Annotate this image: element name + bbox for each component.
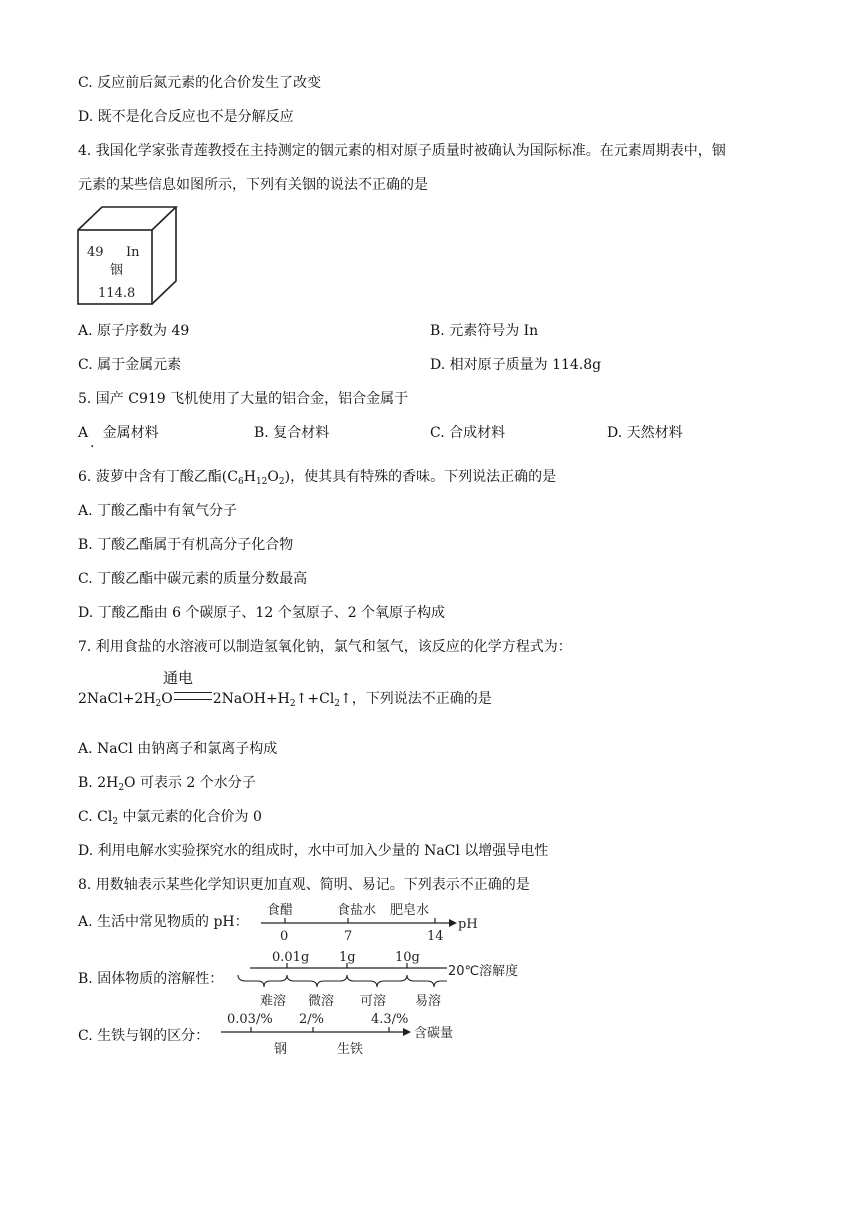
q4-option-d: D. 相对原子质量为 114.8g	[430, 357, 602, 373]
q6-option-a: A. 丁酸乙酯中有氧气分子	[78, 503, 238, 519]
q8-option-c-label: C. 生铁与钢的区分：	[78, 1028, 210, 1044]
q7-equals-sign	[174, 692, 212, 700]
q7-stem: 7. 利用食盐的水溶液可以制造氢氧化钠，氯气和氢气，该反应的化学方程式为：	[78, 639, 572, 655]
ph-axis-arrowhead	[449, 919, 457, 927]
carbon-top-003: 0.03/%	[227, 1012, 273, 1027]
carbon-bottom-pig-iron: 生铁	[337, 1042, 364, 1057]
solubility-top-001g: 0.01g	[272, 950, 310, 965]
q3-option-d: D. 既不是化合反应也不是分解反应	[78, 109, 294, 125]
q4-stem-line1: 4. 我国化学家张青莲教授在主持测定的铟元素的相对原子质量时被确认为国际标准。在元素周期表中，铟	[78, 143, 726, 159]
ph-top-vinegar: 食醋	[267, 903, 294, 918]
solubility-top-10g: 10g	[395, 950, 420, 965]
q6-stem	[78, 467, 556, 487]
q5-option-a-letter: A	[78, 425, 89, 441]
q6-sub-h: 12	[255, 477, 268, 487]
q5-option-b: B. 复合材料	[254, 425, 330, 441]
ph-bottom-7: 7	[344, 929, 353, 944]
q7-equation	[78, 689, 492, 709]
ph-bottom-14: 14	[427, 929, 444, 944]
q4-option-a: A. 原子序数为 49	[78, 323, 190, 339]
ph-top-soapwater: 肥皂水	[390, 903, 430, 918]
carbon-top-2: 2/%	[299, 1012, 325, 1027]
ph-bottom-0: 0	[280, 929, 289, 944]
q7-rhs-sub1: 2	[289, 699, 296, 709]
q4-option-b: B. 元素符号为 In	[430, 323, 539, 339]
carbon-unit: 含碳量	[414, 1026, 454, 1041]
q5-option-c: C. 合成材料	[430, 425, 506, 441]
q4-stem-line2: 元素的某些信息如图所示，下列有关铟的说法不正确的是	[78, 177, 428, 193]
q8-stem: 8. 用数轴表示某些化学知识更加直观、简明、易记。下列表示不正确的是	[78, 877, 530, 893]
q7-option-c-post: 中氯元素的化合价为 0	[118, 809, 262, 825]
q5-option-a	[78, 423, 159, 451]
element-card-top	[78, 207, 176, 230]
q7-rhs: 2NaOH+H	[212, 691, 290, 707]
q7-option-c	[78, 807, 262, 827]
q6-stem-pre: 6. 菠萝中含有丁酸乙酯(C	[78, 469, 238, 485]
element-card-figure	[74, 204, 180, 308]
solubility-bottom-soluble: 可溶	[360, 994, 387, 1009]
carbon-bottom-steel: 钢	[274, 1042, 288, 1057]
element-atomic-number: 49	[87, 245, 104, 260]
q5-option-a-text: 金属材料	[102, 425, 159, 441]
q5-option-d: D. 天然材料	[607, 425, 683, 441]
brace-insoluble	[238, 975, 287, 987]
q4-option-c: C. 属于金属元素	[78, 357, 182, 373]
q7-option-b-post: O 可表示 2 个水分子	[124, 775, 256, 791]
solubility-bottom-insoluble: 难溶	[260, 994, 287, 1009]
carbon-number-line	[215, 1009, 475, 1061]
q8-option-a-label: A. 生活中常见物质的 pH：	[78, 914, 249, 930]
brace-soluble	[347, 975, 407, 987]
q6-sub-o: 2	[278, 477, 285, 487]
q7-rhs-cl: ↑+Cl	[295, 691, 335, 707]
ph-number-line	[255, 898, 485, 944]
q7-option-d: D. 利用电解水实验探究水的组成时，水中可加入少量的 NaCl 以增强导电性	[78, 843, 549, 859]
solubility-bottom-easily: 易溶	[415, 994, 442, 1009]
dot-mark: .	[90, 435, 95, 451]
q7-lhs: 2NaCl+2H	[78, 691, 156, 707]
q8-option-b-label: B. 固体物质的溶解性：	[78, 971, 224, 987]
q7-option-c-pre: C. Cl	[78, 809, 113, 825]
q7-option-a: A. NaCl 由钠离子和氯离子构成	[78, 741, 278, 757]
solubility-unit: 20℃溶解度	[448, 964, 519, 979]
q7-lhs-sub: 2	[155, 699, 162, 709]
q6-sub-c: 6	[237, 477, 244, 487]
solubility-top-1g: 1g	[339, 950, 356, 965]
q3-option-c: C. 反应前后氮元素的化合价发生了改变	[78, 75, 322, 91]
q6-option-c: C. 丁酸乙酯中碳元素的质量分数最高	[78, 571, 308, 587]
q6-h: H	[243, 469, 256, 485]
solubility-number-line	[232, 947, 562, 1009]
q7-option-b	[78, 773, 256, 793]
element-card-side	[152, 207, 176, 304]
ph-top-saltwater: 食盐水	[337, 903, 377, 918]
carbon-axis-arrowhead	[403, 1028, 411, 1036]
q6-option-d: D. 丁酸乙酯由 6 个碳原子、12 个氢原子、2 个氧原子构成	[78, 605, 446, 621]
q7-rhs-tail: ↑，下列说法不正确的是	[340, 691, 492, 707]
brace-slightly	[287, 975, 347, 987]
element-symbol: In	[126, 245, 140, 260]
q7-lhs-o: O	[161, 691, 173, 707]
q7-option-b-sub: 2	[118, 783, 125, 793]
element-atomic-mass: 114.8	[98, 286, 136, 301]
carbon-top-43: 4.3/%	[371, 1012, 409, 1027]
q7-condition: 通电	[163, 669, 194, 687]
ph-unit: pH	[458, 917, 478, 932]
q7-option-c-sub: 2	[112, 817, 119, 827]
q6-option-b: B. 丁酸乙酯属于有机高分子化合物	[78, 537, 294, 553]
q7-option-b-pre: B. 2H	[78, 775, 119, 791]
q7-rhs-sub2: 2	[334, 699, 341, 709]
q6-o: O	[267, 469, 279, 485]
q5-stem: 5. 国产 C919 飞机使用了大量的铝合金，铝合金属于	[78, 391, 409, 407]
brace-easily	[407, 975, 447, 987]
element-name: 铟	[110, 263, 124, 278]
q6-stem-post: )，使其具有特殊的香味。下列说法正确的是	[284, 469, 557, 485]
solubility-bottom-slightly: 微溶	[308, 994, 335, 1009]
